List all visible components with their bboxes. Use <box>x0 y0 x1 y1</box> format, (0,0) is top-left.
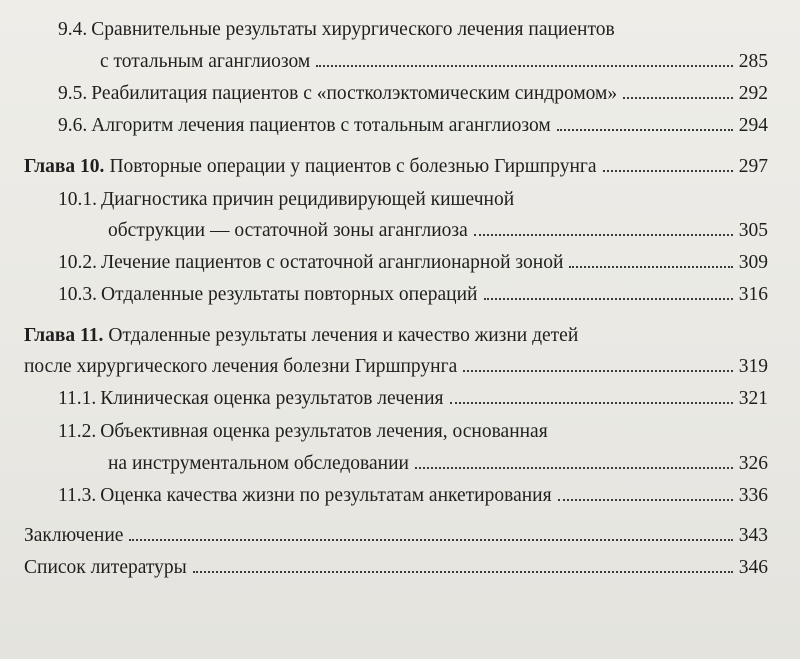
toc-chapter-11-continued <box>24 355 768 379</box>
toc-entry-10-1 <box>58 188 768 212</box>
toc-title: обструкции — остаточной зоны аганглиоза <box>108 220 468 241</box>
toc-title: Клиническая оценка результатов лечения <box>100 388 444 409</box>
toc-page-number: 343 <box>738 525 768 546</box>
dot-leader <box>484 298 733 300</box>
chapter-label: Глава 10. <box>24 156 105 177</box>
dot-leader <box>450 402 733 404</box>
toc-page-number: 326 <box>738 453 768 474</box>
toc-number: 10.2. <box>58 252 97 273</box>
toc-title: Отдаленные результаты лечения и качество жизни детей <box>108 325 579 346</box>
dot-leader <box>129 539 732 541</box>
toc-page-number: 319 <box>738 356 768 377</box>
toc-entry-9-4 <box>58 18 768 42</box>
toc-title: Отдаленные результаты повторных операций <box>101 284 478 305</box>
toc-title: на инструментальном обследовании <box>108 453 409 474</box>
dot-leader <box>474 234 733 236</box>
toc-title: Алгоритм лечения пациентов с тотальным аганглиозом <box>91 115 551 136</box>
toc-page-number: 294 <box>738 115 768 136</box>
toc-page-number: 316 <box>738 284 768 305</box>
toc-entry-11-2-continued <box>108 452 768 476</box>
toc-page-number: 305 <box>738 220 768 241</box>
toc-title: после хирургического лечения болезни Гиршпрунга <box>24 356 458 377</box>
toc-title: Повторные операции у пациентов с болезнью Гиршпрунга <box>109 156 597 177</box>
dot-leader <box>463 370 733 372</box>
toc-chapter-11 <box>24 324 768 348</box>
toc-entry-11-1 <box>58 387 768 411</box>
toc-number: 10.1. <box>58 189 97 210</box>
toc-title: Объективная оценка результатов лечения, основанная <box>100 421 548 442</box>
dot-leader <box>603 170 733 172</box>
toc-entry-11-3 <box>58 484 768 508</box>
toc-entry-10-2 <box>58 251 768 275</box>
toc-entry-9-4-continued <box>100 50 768 74</box>
toc-page-number: 292 <box>738 83 768 104</box>
dot-leader <box>623 97 733 99</box>
toc-page-number: 336 <box>738 485 768 506</box>
toc-title: Сравнительные результаты хирургического лечения пациентов <box>91 19 615 40</box>
toc-number: 11.2. <box>58 421 97 442</box>
toc-entry-10-1-continued <box>108 219 768 243</box>
toc-number: 11.1. <box>58 388 97 409</box>
toc-entry-references <box>24 556 768 580</box>
toc-page-number: 346 <box>738 557 768 578</box>
dot-leader <box>193 571 733 573</box>
toc-entry-11-2 <box>58 420 768 444</box>
toc-title: Лечение пациентов с остаточной аганглионарной зоной <box>101 252 564 273</box>
toc-number: 10.3. <box>58 284 97 305</box>
toc-chapter-10 <box>24 155 768 179</box>
toc-title: Диагностика причин рецидивирующей кишечной <box>101 189 515 210</box>
toc-number: 9.4. <box>58 19 88 40</box>
toc-entry-conclusion <box>24 524 768 548</box>
toc-page-number: 309 <box>738 252 768 273</box>
dot-leader <box>415 467 733 469</box>
toc-title: с тотальным аганглиозом <box>100 51 311 72</box>
toc-number: 9.6. <box>58 115 88 136</box>
toc-title: Реабилитация пациентов с «постколэктомическим синдромом» <box>91 83 618 104</box>
dot-leader <box>558 499 733 501</box>
toc-title: Заключение <box>24 525 124 546</box>
dot-leader <box>557 129 733 131</box>
toc-entry-9-5 <box>58 82 768 106</box>
toc-page-number: 297 <box>738 156 768 177</box>
toc-page-number: 285 <box>738 51 768 72</box>
toc-title: Оценка качества жизни по результатам анкетирования <box>100 485 552 506</box>
toc-number: 11.3. <box>58 485 97 506</box>
toc-entry-9-6 <box>58 114 768 138</box>
toc-number: 9.5. <box>58 83 88 104</box>
chapter-label: Глава 11. <box>24 325 104 346</box>
dot-leader <box>316 65 733 67</box>
toc-entry-10-3 <box>58 283 768 307</box>
toc-title: Список литературы <box>24 557 187 578</box>
dot-leader <box>569 266 732 268</box>
toc-page-number: 321 <box>738 388 768 409</box>
